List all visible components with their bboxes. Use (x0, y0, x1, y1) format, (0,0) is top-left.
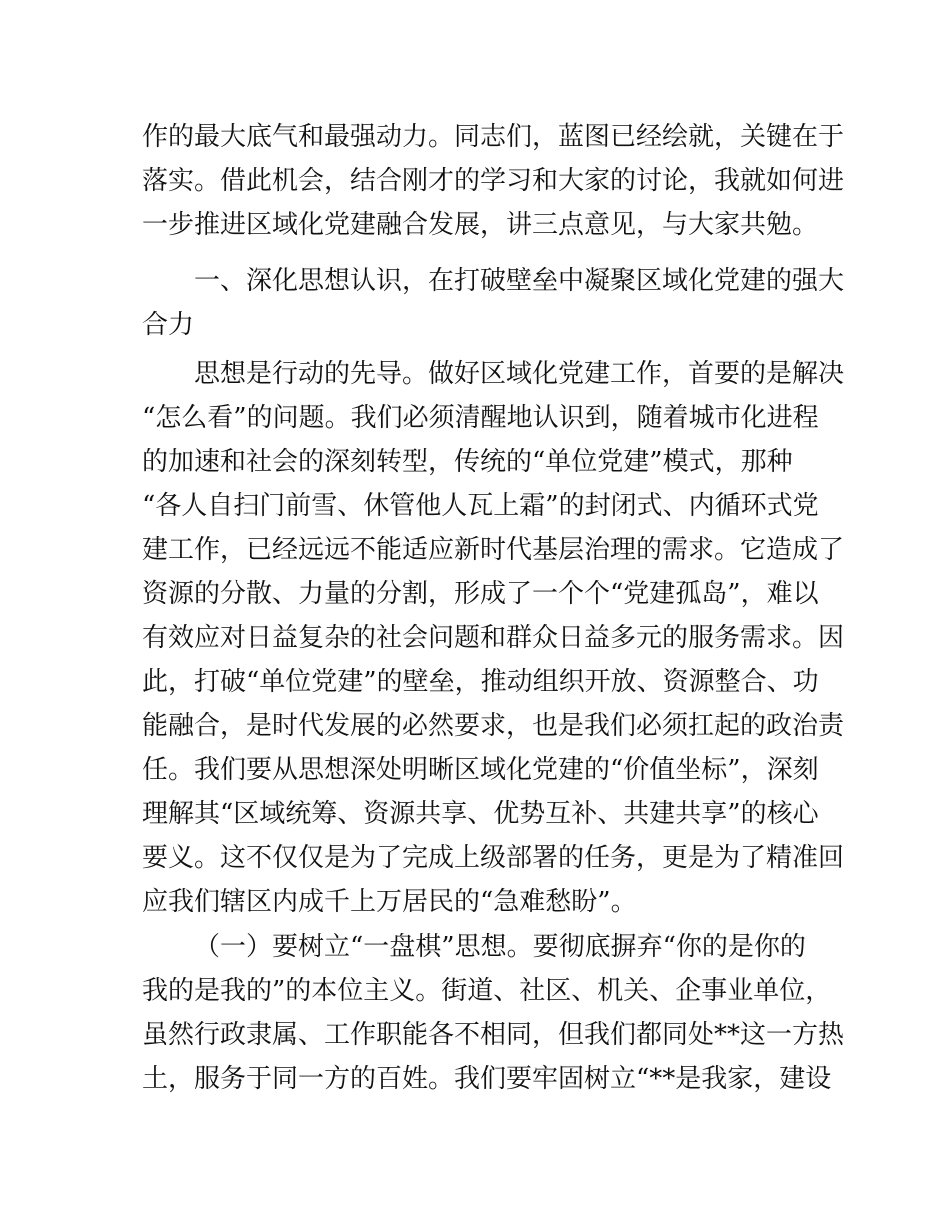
text-line: （一）要树立“一盘棋”思想。要彻底摒弃“你的是你的 (194, 932, 806, 962)
text-line: 一步推进区域化党建融合发展，讲三点意见，与大家共勉。 (142, 210, 819, 240)
text-line: 建工作，已经远远不能适应新时代基层治理的需求。它造成了 (142, 535, 845, 565)
text-line: 资源的分散、力量的分割，形成了一个个“党建孤岛”，难以 (142, 579, 819, 609)
paragraph-body-1 (142, 352, 845, 924)
text-line: 虽然行政隶属、工作职能各不相同，但我们都同处**这一方热 (142, 1020, 845, 1050)
text-line: 落实。借此机会，结合刚才的学习和大家的讨论，我就如何进 (142, 166, 845, 196)
text-line: 理解其“区域统筹、资源共享、优势互补、共建共享”的核心 (142, 799, 819, 829)
text-line: 能融合，是时代发展的必然要求，也是我们必须扛起的政治责 (142, 711, 845, 741)
paragraph-intro (142, 115, 845, 247)
paragraph-subsection-1 (142, 925, 845, 1101)
text-line: 思想是行动的先导。做好区域化党建工作，首要的是解决 (194, 359, 845, 389)
text-line: 我的是我的”的本位主义。街道、社区、机关、企事业单位， (142, 976, 832, 1006)
heading-line: 合力 (142, 310, 195, 340)
heading-line: 一、深化思想认识，在打破壁垒中凝聚区域化党建的强大 (194, 266, 845, 296)
text-line: 有效应对日益复杂的社会问题和群众日益多元的服务需求。因 (142, 623, 845, 653)
text-line: 的加速和社会的深刻转型，传统的“单位党建”模式，那种 (142, 447, 793, 477)
section-heading-1 (142, 259, 845, 347)
text-line: “各人自扫门前雪、休管他人瓦上霜”的封闭式、内循环式党 (142, 491, 819, 521)
text-line: 要义。这不仅仅是为了完成上级部署的任务，更是为了精准回 (142, 843, 845, 873)
text-line: 此，打破“单位党建”的壁垒，推动组织开放、资源整合、功 (142, 667, 819, 697)
text-line: 土，服务于同一方的百姓。我们要牢固树立“**是我家，建设 (142, 1064, 832, 1094)
text-line: 作的最大底气和最强动力。同志们，蓝图已经绘就，关键在于 (142, 122, 845, 152)
text-line: 任。我们要从思想深处明晰区域化党建的“价值坐标”，深刻 (142, 755, 819, 785)
text-line: 应我们辖区内成千上万居民的“急难愁盼”。 (142, 887, 637, 917)
text-line: “怎么看”的问题。我们必须清醒地认识到，随着城市化进程 (142, 403, 819, 433)
